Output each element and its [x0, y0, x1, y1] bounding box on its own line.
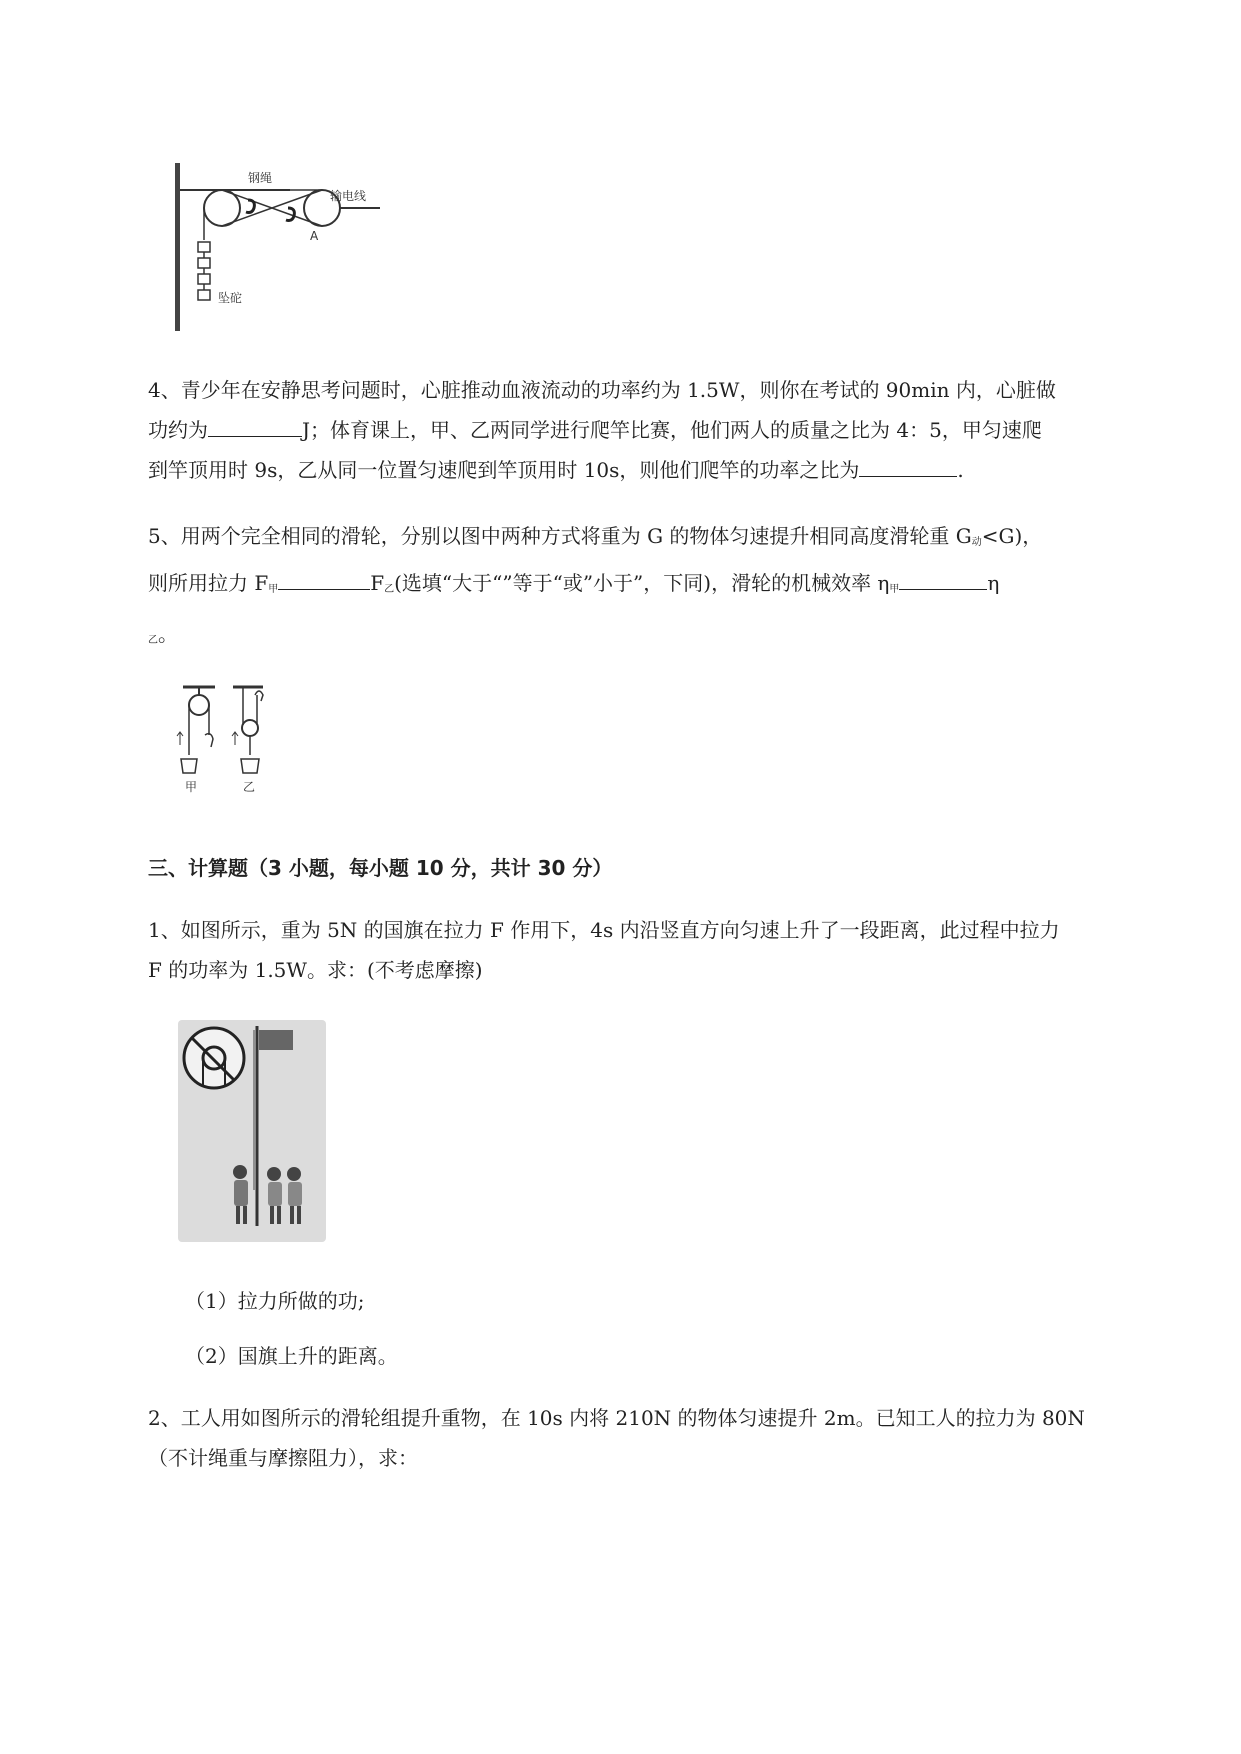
flag-raising-figure	[178, 1020, 326, 1242]
c1-line-2: F 的功率为 1.5W。求：(不考虑摩擦)	[148, 958, 483, 982]
fixed-pulley	[204, 190, 240, 226]
answer-blank-work[interactable]	[208, 412, 302, 437]
label-steel-rope: 钢绳	[248, 171, 273, 185]
label-power-line: 输电线	[330, 189, 367, 203]
q4-line-1: 4、青少年在安静思考问题时，心脏推动血液流动的功率约为 1.5W，则你在考试的 90min 内，心脏做	[148, 378, 1056, 402]
weight-block	[198, 290, 210, 300]
calc-question-2	[148, 1398, 1158, 1478]
calc-question-1	[148, 910, 1158, 990]
q5-line-1: 5、用两个完全相同的滑轮，分别以图中两种方式将重为 G 的物体匀速提升相同高度滑轮重 $G_动<G$)，	[148, 524, 1043, 548]
section-heading: 三、计算题（3 小题，每小题 10 分，共计 30 分）	[148, 856, 613, 880]
question-5	[148, 516, 1158, 665]
flag-icon	[259, 1030, 293, 1050]
hook-icon	[246, 200, 254, 213]
hand-icon	[205, 734, 213, 747]
q4-line-2: 功约为 J；体育课上，甲、乙两同学进行爬竿比赛，他们两人的质量之比为 4：5，甲匀速爬	[148, 410, 1158, 450]
label-jia: 甲	[185, 780, 198, 794]
weight-block	[198, 258, 210, 268]
weight-block	[198, 242, 210, 252]
answer-blank-force[interactable]	[278, 565, 370, 590]
hand-icon	[255, 691, 263, 701]
q5-line-2: 则所用拉力 $F_甲$ $F_乙$(选填“大于“”等于“或”小于”，下同)，滑轮的机械效率 $\eta_甲$ η	[148, 563, 1158, 610]
wall-pole	[175, 163, 180, 331]
c2-line-2: （不计绳重与摩擦阻力），求：	[148, 1446, 418, 1470]
label-a: A	[310, 229, 319, 243]
weight-block	[198, 274, 210, 284]
calc-1-subquestion-2: （2）国旗上升的距离。	[185, 1344, 398, 1368]
fixed-pulley-jia	[189, 695, 209, 715]
label-yi: 乙	[243, 780, 256, 794]
bucket-icon	[181, 759, 197, 773]
answer-blank-power-ratio[interactable]	[859, 452, 957, 477]
label-weight: 坠砣	[218, 291, 243, 305]
pulley-tension-figure	[170, 160, 390, 335]
movable-pulley-yi	[242, 720, 258, 736]
c2-line-1: 2、工人用如图所示的滑轮组提升重物，在 10s 内将 210N 的物体匀速提升 2m。已知工人的拉力为 80N	[148, 1406, 1085, 1430]
answer-blank-efficiency[interactable]	[899, 565, 987, 590]
q5-line-3: $_乙$。	[148, 622, 178, 646]
two-pulley-figure	[175, 683, 285, 798]
question-4	[148, 370, 1158, 490]
bucket-icon	[241, 759, 259, 773]
c1-line-1: 1、如图所示，重为 5N 的国旗在拉力 F 作用下，4s 内沿竖直方向匀速上升了一段距离，此过程中拉力	[148, 918, 1060, 942]
calc-1-subquestion-1: （1）拉力所做的功;	[185, 1289, 365, 1313]
q4-line-3: 到竿顶用时 9s，乙从同一位置匀速爬到竿顶用时 10s，则他们爬竿的功率之比为 .	[148, 450, 1158, 490]
